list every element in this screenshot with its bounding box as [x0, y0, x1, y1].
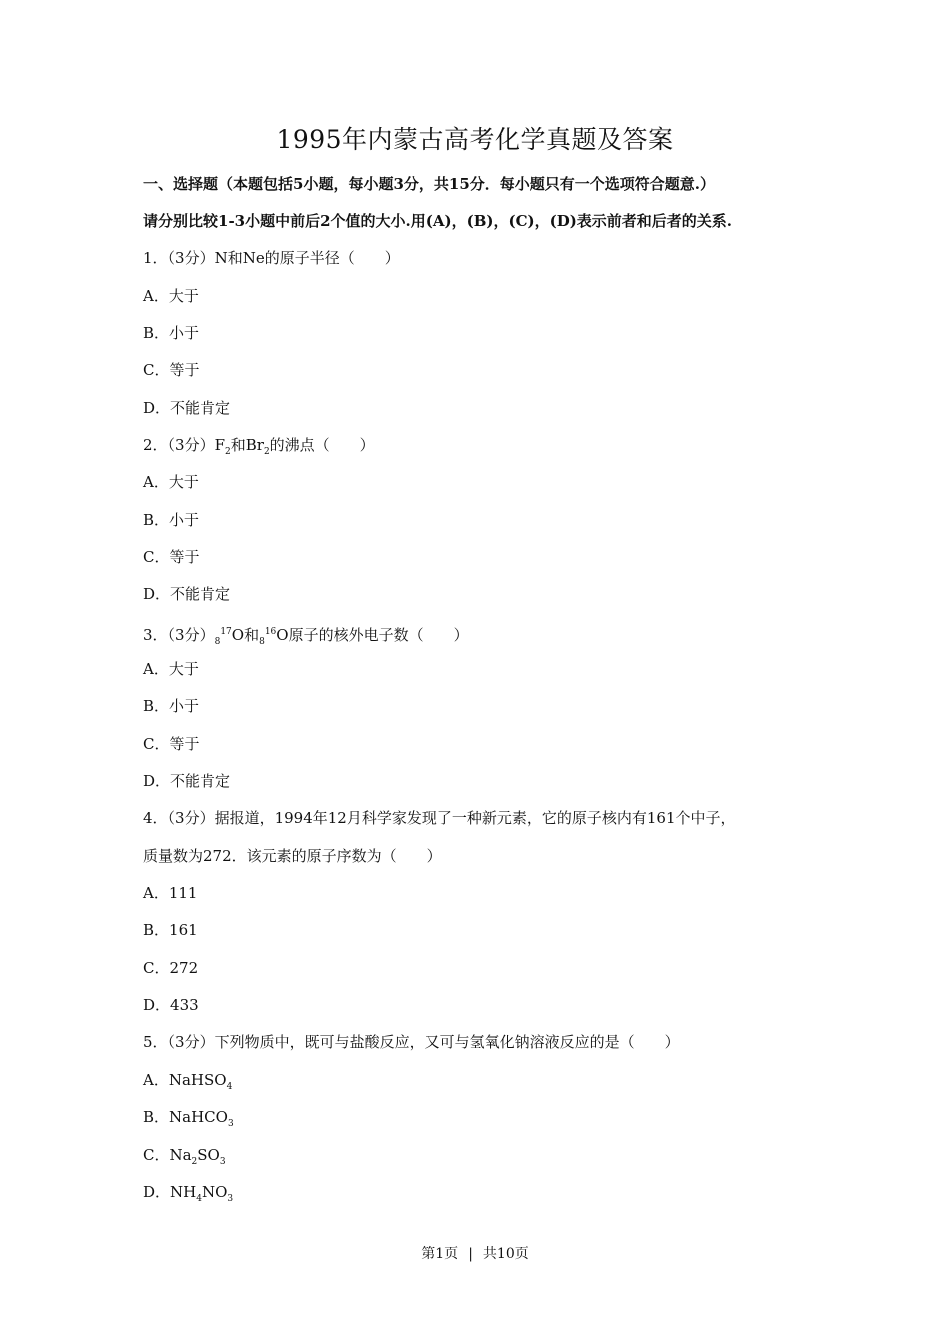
q3-prefix: 3．（3分）	[143, 626, 215, 644]
q5-a-sub: 4	[226, 1082, 233, 1092]
q2-mid: 和Br	[230, 436, 264, 454]
question-2	[143, 434, 375, 463]
q5-option-c	[143, 1144, 226, 1173]
q4-option-c: C．272	[143, 959, 199, 977]
page-footer	[0, 1243, 950, 1263]
q5-b-label: B．NaHCO	[143, 1108, 228, 1126]
q3-sub-a: 8	[214, 637, 221, 647]
q5-option-b	[143, 1106, 234, 1135]
q4-option-a: A．111	[143, 884, 198, 902]
q2-option-d: D．不能肯定	[143, 585, 231, 603]
page-number: 第1页	[421, 1246, 459, 1262]
footer-separator: |	[468, 1246, 473, 1262]
question-4-line-2: 质量数为272．该元素的原子序数为（ ）	[143, 847, 442, 865]
q5-c-p1: C．Na	[143, 1146, 192, 1164]
q3-sub-b: 8	[259, 637, 265, 647]
q3-sup-a: 17	[220, 627, 232, 637]
q5-d-p1: D．NH	[143, 1183, 197, 1201]
q2-option-c: C．等于	[143, 548, 200, 566]
q3-mid: O和	[231, 626, 260, 644]
q2-sub-1: 2	[225, 447, 231, 457]
q2-suffix: 的沸点（ ）	[269, 436, 375, 454]
q1-option-c: C．等于	[143, 361, 200, 379]
question-3	[143, 621, 469, 653]
q2-option-b: B．小于	[143, 511, 200, 529]
page-title: 1995年内蒙古高考化学真题及答案	[276, 125, 674, 154]
q1-option-d: D．不能肯定	[143, 399, 231, 417]
section-header: 一、选择题（本题包括5小题，每小题3分，共15分．每小题只有一个选项符合题意.）	[143, 175, 715, 193]
q5-d-p2: NO	[201, 1183, 228, 1201]
q1-option-b: B．小于	[143, 324, 200, 342]
question-5: 5．（3分）下列物质中，既可与盐酸反应，又可与氢氧化钠溶液反应的是（ ）	[143, 1033, 680, 1051]
q3-option-b: B．小于	[143, 697, 200, 715]
q5-a-label: A．NaHSO	[143, 1071, 227, 1089]
q5-option-d	[143, 1181, 233, 1210]
q5-c-s1: 2	[191, 1157, 198, 1167]
q5-c-p2: SO	[197, 1146, 220, 1164]
q1-option-a: A．大于	[143, 287, 199, 305]
q4-option-d: D．433	[143, 996, 199, 1014]
q5-d-s1: 4	[196, 1194, 202, 1204]
question-4-line-1: 4．（3分）据报道，1994年12月科学家发现了一种新元素，它的原子核内有161个中子，	[143, 809, 736, 827]
q2-prefix: 2．（3分）F	[143, 436, 225, 454]
question-1: 1．（3分）N和Ne的原子半径（ ）	[143, 249, 400, 267]
q5-option-a	[143, 1069, 232, 1098]
q2-sub-2: 2	[263, 447, 270, 457]
instruction-text: 请分别比较1-3小题中前后2个值的大小.用(A)，(B)，(C)，(D)表示前者和后者的关系.	[143, 212, 733, 230]
q5-c-s2: 3	[219, 1157, 226, 1167]
q2-option-a: A．大于	[143, 473, 199, 491]
q3-suffix: O原子的核外电子数（ ）	[276, 626, 469, 644]
q3-option-a: A．大于	[143, 660, 199, 678]
q3-option-c: C．等于	[143, 735, 200, 753]
q4-option-b: B．161	[143, 921, 198, 939]
q5-d-s2: 3	[227, 1194, 234, 1204]
q5-b-sub: 3	[227, 1119, 234, 1129]
q3-option-d: D．不能肯定	[143, 772, 231, 790]
q3-sup-b: 16	[264, 627, 277, 637]
page-total: 共10页	[482, 1246, 529, 1262]
